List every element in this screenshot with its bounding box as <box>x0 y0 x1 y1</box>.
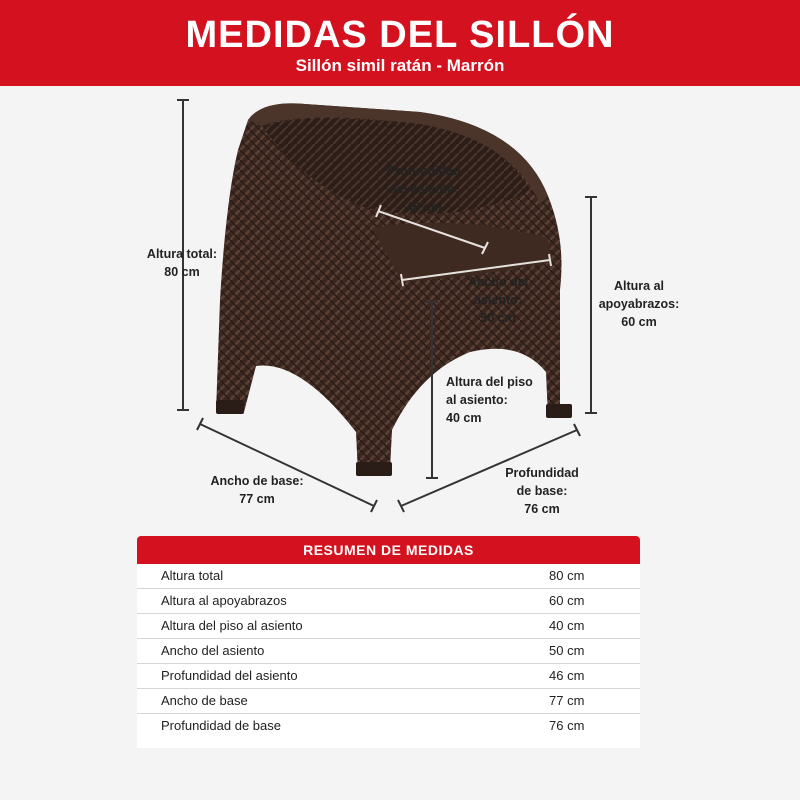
header-banner <box>0 0 800 86</box>
summary-panel <box>137 536 640 748</box>
summary-row-name: Altura del piso al asiento <box>161 618 303 633</box>
summary-row-value: 46 cm <box>549 668 585 683</box>
summary-row-value: 77 cm <box>549 693 585 708</box>
summary-row-name: Ancho del asiento <box>161 643 265 658</box>
summary-row-value: 60 cm <box>549 593 585 608</box>
label-ancho-base: Ancho de base: 77 cm <box>210 474 304 506</box>
chair-figure <box>0 86 800 530</box>
summary-row-name: Profundidad de base <box>161 718 281 733</box>
summary-row-value: 50 cm <box>549 643 585 658</box>
summary-row <box>137 689 640 714</box>
summary-row-name: Altura al apoyabrazos <box>161 593 287 608</box>
summary-row-name: Profundidad del asiento <box>161 668 298 683</box>
summary-title: RESUMEN DE MEDIDAS <box>137 536 640 564</box>
page-title: MEDIDAS DEL SILLÓN <box>185 14 615 56</box>
label-altura-piso-asiento: Altura del piso al asiento: 40 cm <box>446 375 533 425</box>
summary-row <box>137 564 640 589</box>
summary-row <box>137 664 640 689</box>
summary-row-value: 40 cm <box>549 618 585 633</box>
summary-row-value: 80 cm <box>549 568 585 583</box>
summary-row <box>137 589 640 614</box>
summary-row-name: Altura total <box>161 568 224 583</box>
label-ancho-asiento: Ancho del asiento: 50 cm <box>467 275 529 325</box>
summary-table <box>137 564 640 738</box>
summary-row <box>137 614 640 639</box>
label-altura-total: Altura total: 80 cm <box>146 247 218 279</box>
summary-row-value: 76 cm <box>549 718 585 733</box>
summary-row-name: Ancho de base <box>161 693 248 708</box>
label-altura-apoyabrazos: Altura al apoyabrazos: 60 cm <box>598 279 680 329</box>
label-profundidad-asiento: Profundidad del asiento: 46 cm <box>387 164 461 214</box>
summary-row <box>137 639 640 664</box>
summary-row <box>137 714 640 738</box>
page-subtitle: Sillón simil ratán - Marrón <box>295 56 505 75</box>
label-profundidad-base: Profundidad de base: 76 cm <box>505 466 579 516</box>
